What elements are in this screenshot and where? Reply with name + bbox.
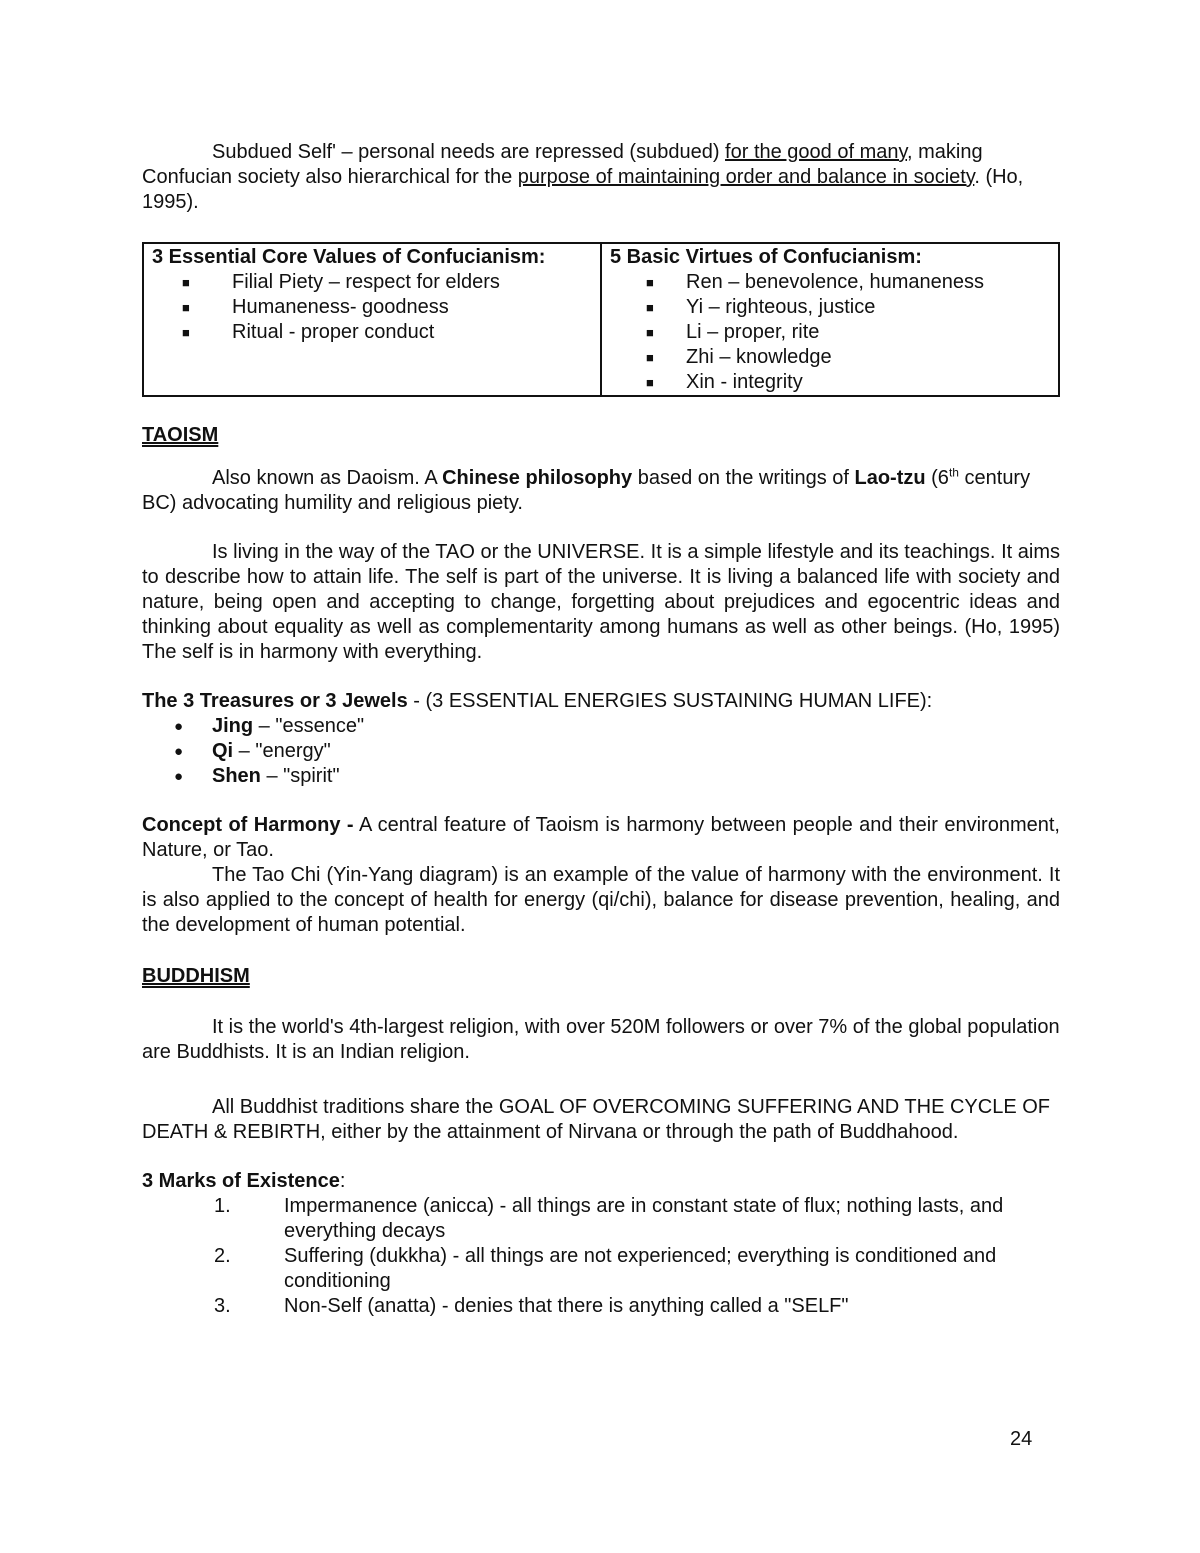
list-item: ■ Yi – righteous, justice [620,295,1050,320]
basic-virtues-title: 5 Basic Virtues of Confucianism: [610,246,922,268]
text: - (3 ESSENTIAL ENERGIES SUSTAINING HUMAN LIFE): [407,690,933,712]
intro-underline-2: purpose of maintaining order and balance in society [517,166,975,188]
treasures-heading [142,689,1060,714]
bold-text: Concept of Harmony - [142,814,354,836]
item-text: Non-Self (anatta) - denies that there is anything called a "SELF" [284,1295,849,1317]
core-values-title: 3 Essential Core Values of Confucianism: [152,246,546,268]
intro-paragraph [142,140,1060,215]
taoism-paragraph-2: Is living in the way of the TAO or the UNIVERSE. It is a simple lifestyle and its teachings. It aims to describe how to attain life. The self is part of the universe. It is living a balanced life with society and nature, being open and accepting to change, forgetting about prejudices and egocentric ideas and thinking about equality as well as complementarity among humans as well as other beings. (Ho, 1995) The self is in harmony with everything. [142,541,1060,663]
treasures-list [142,714,1060,789]
list-item [142,1244,1060,1294]
harmony-paragraph-2: The Tao Chi (Yin-Yang diagram) is an example of the value of harmony with the environment. It is also applied to the concept of health for energy (qi/chi), balance for disease prevention, healing, and the development of human potential. [142,864,1060,936]
buddhism-paragraph-1: It is the world's 4th-largest religion, with over 520M followers or over 7% of the global population are Buddhists. It is an Indian religion. [142,1016,1060,1063]
buddhism-paragraph-2: All Buddhist traditions share the GOAL OF OVERCOMING SUFFERING AND THE CYCLE OF DEATH & REBIRTH, either by the attainment of Nirvana or through the path of Buddhahood. [142,1096,1051,1143]
marks-heading [142,1169,1060,1194]
term: Shen [212,765,261,787]
item-number: 2. [214,1245,231,1267]
definition: – "energy" [233,740,331,762]
text: based on the writings of [632,467,855,489]
text: (6 [925,467,949,489]
page-content [142,140,1060,1319]
taoism-paragraph-1 [142,466,1060,516]
term: Jing [212,715,254,737]
item-text: Impermanence (anicca) - all things are in constant state of flux; nothing lasts, and everything decays [284,1195,1004,1242]
bold-text: The 3 Treasures or 3 Jewels [142,690,408,712]
text: Also known as Daoism. A [212,467,443,489]
basic-virtues-cell [601,243,1059,396]
item-text: Suffering (dukkha) - all things are not experienced; everything is conditioned and conditioning [284,1245,997,1292]
intro-text: . (Ho, 1995). [142,166,1024,213]
item-number: 3. [214,1295,231,1317]
list-item: ■ Ritual - proper conduct [162,320,592,345]
list-item [142,739,1060,764]
list-item [142,1194,1060,1244]
text: century BC) advocating humility and religious piety. [142,467,1031,514]
superscript: th [948,465,959,480]
core-values-cell [143,243,601,396]
list-item: ■ Li – proper, rite [620,320,1050,345]
intro-text: , making Confucian society also hierarchical for the [142,141,983,188]
text: : [339,1170,346,1192]
list-item [142,764,1060,789]
list-item: ■ Filial Piety – respect for elders [162,270,592,295]
definition: – "essence" [253,715,365,737]
list-item [142,1294,1060,1319]
definition: – "spirit" [260,765,340,787]
item-number: 1. [214,1195,231,1217]
confucianism-values-table [142,242,1060,397]
list-item: ■ Ren – benevolence, humaneness [620,270,1050,295]
page-number: 24 [1010,1428,1033,1450]
term: Qi [212,740,234,762]
bold-text: Chinese philosophy [442,467,633,489]
basic-virtues-list [610,270,1050,395]
intro-text: Subdued Self' – personal needs are repressed (subdued) [212,141,726,163]
buddhism-heading: BUDDHISM [142,965,250,987]
list-item: ■ Humaneness- goodness [162,295,592,320]
text: A central feature of Taoism is harmony between people and their environment, Nature, or Tao. [142,814,1060,861]
list-item [142,714,1060,739]
intro-underline-1: for the good of many [725,141,908,163]
bold-text: 3 Marks of Existence [142,1170,340,1192]
list-item: ■ Zhi – knowledge [620,345,1050,370]
taoism-heading: TAOISM [142,424,219,446]
list-item: ■ Xin - integrity [620,370,1050,395]
core-values-list [152,270,592,345]
marks-list [142,1194,1060,1319]
bold-text: Lao-tzu [854,467,926,489]
harmony-paragraph [142,813,1060,863]
